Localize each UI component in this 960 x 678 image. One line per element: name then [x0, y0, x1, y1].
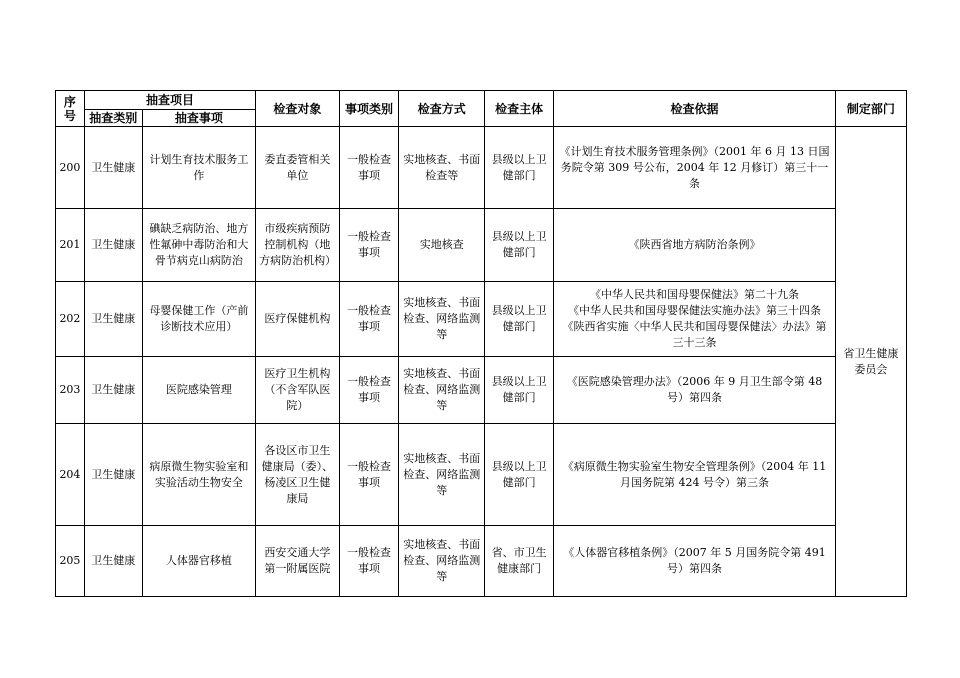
cell-object: 各设区市卫生健康局（委）、杨凌区卫生健康局	[256, 424, 340, 526]
cell-item-type: 一般检查事项	[339, 424, 399, 526]
cell-basis: 《中华人民共和国母婴保健法》第二十九条 《中华人民共和国母婴保健法实施办法》第三十四条 《陕西省实施〈中华人民共和国母婴保健法〉办法》第三十三条	[554, 282, 836, 357]
cell-object: 市级疾病预防控制机构（地方病防治机构）	[256, 209, 340, 282]
cell-seq: 201	[56, 209, 85, 282]
cell-category: 卫生健康	[84, 209, 142, 282]
cell-basis: 《病原微生物实验室生物安全管理条例》（2004 年 11 月国务院第 424 号令）第三条	[554, 424, 836, 526]
cell-seq: 202	[56, 282, 85, 357]
cell-matter: 计划生育技术服务工作	[142, 127, 255, 209]
cell-dept: 省卫生健康委员会	[835, 127, 906, 597]
header-method: 检查方式	[399, 91, 485, 127]
header-subject: 检查主体	[485, 91, 554, 127]
cell-basis: 《计划生育技术服务管理条例》（2001 年 6 月 13 日国务院令第 309 号公布，2004 年 12 月修订）第三十一条	[554, 127, 836, 209]
cell-method: 实地核查	[399, 209, 485, 282]
header-matter: 抽查事项	[142, 110, 255, 127]
header-item-type: 事项类别	[339, 91, 399, 127]
cell-subject: 县级以上卫健部门	[485, 424, 554, 526]
table-row	[56, 526, 907, 597]
cell-category: 卫生健康	[84, 424, 142, 526]
cell-basis: 《医院感染管理办法》（2006 年 9 月卫生部令第 48 号）第四条	[554, 357, 836, 424]
cell-matter: 医院感染管理	[142, 357, 255, 424]
table-row	[56, 209, 907, 282]
cell-item-type: 一般检查事项	[339, 526, 399, 597]
cell-item-type: 一般检查事项	[339, 127, 399, 209]
header-seq: 序号	[56, 91, 85, 127]
cell-subject: 县级以上卫健部门	[485, 127, 554, 209]
cell-category: 卫生健康	[84, 526, 142, 597]
cell-subject: 县级以上卫健部门	[485, 282, 554, 357]
table-row	[56, 127, 907, 209]
header-category: 抽查类别	[84, 110, 142, 127]
cell-category: 卫生健康	[84, 357, 142, 424]
cell-seq: 200	[56, 127, 85, 209]
cell-item-type: 一般检查事项	[339, 357, 399, 424]
table-row	[56, 424, 907, 526]
table-row	[56, 282, 907, 357]
cell-matter: 母婴保健工作（产前诊断技术应用）	[142, 282, 255, 357]
cell-method: 实地核查、书面检查等	[399, 127, 485, 209]
cell-object: 医疗保健机构	[256, 282, 340, 357]
cell-category: 卫生健康	[84, 127, 142, 209]
cell-object: 西安交通大学第一附属医院	[256, 526, 340, 597]
inspection-table	[55, 90, 907, 597]
cell-subject: 省、市卫生健康部门	[485, 526, 554, 597]
header-basis: 检查依据	[554, 91, 836, 127]
cell-basis: 《人体器官移植条例》（2007 年 5 月国务院令第 491 号）第四条	[554, 526, 836, 597]
cell-object: 委直委管相关单位	[256, 127, 340, 209]
cell-method: 实地核查、书面检查、网络监测等	[399, 282, 485, 357]
cell-matter: 碘缺乏病防治、地方性氟砷中毒防治和大骨节病克山病防治	[142, 209, 255, 282]
cell-basis: 《陕西省地方病防治条例》	[554, 209, 836, 282]
cell-matter: 人体器官移植	[142, 526, 255, 597]
cell-item-type: 一般检查事项	[339, 209, 399, 282]
cell-method: 实地核查、书面检查、网络监测等	[399, 526, 485, 597]
cell-subject: 县级以上卫健部门	[485, 209, 554, 282]
header-dept: 制定部门	[835, 91, 906, 127]
cell-seq: 205	[56, 526, 85, 597]
cell-matter: 病原微生物实验室和实验活动生物安全	[142, 424, 255, 526]
table-row	[56, 357, 907, 424]
cell-seq: 204	[56, 424, 85, 526]
cell-seq: 203	[56, 357, 85, 424]
cell-method: 实地核查、书面检查、网络监测等	[399, 424, 485, 526]
cell-subject: 县级以上卫健部门	[485, 357, 554, 424]
header-item-group: 抽查项目	[84, 91, 255, 110]
cell-method: 实地核查、书面检查、网络监测等	[399, 357, 485, 424]
cell-category: 卫生健康	[84, 282, 142, 357]
cell-item-type: 一般检查事项	[339, 282, 399, 357]
cell-object: 医疗卫生机构（不含军队医院）	[256, 357, 340, 424]
header-object: 检查对象	[256, 91, 340, 127]
